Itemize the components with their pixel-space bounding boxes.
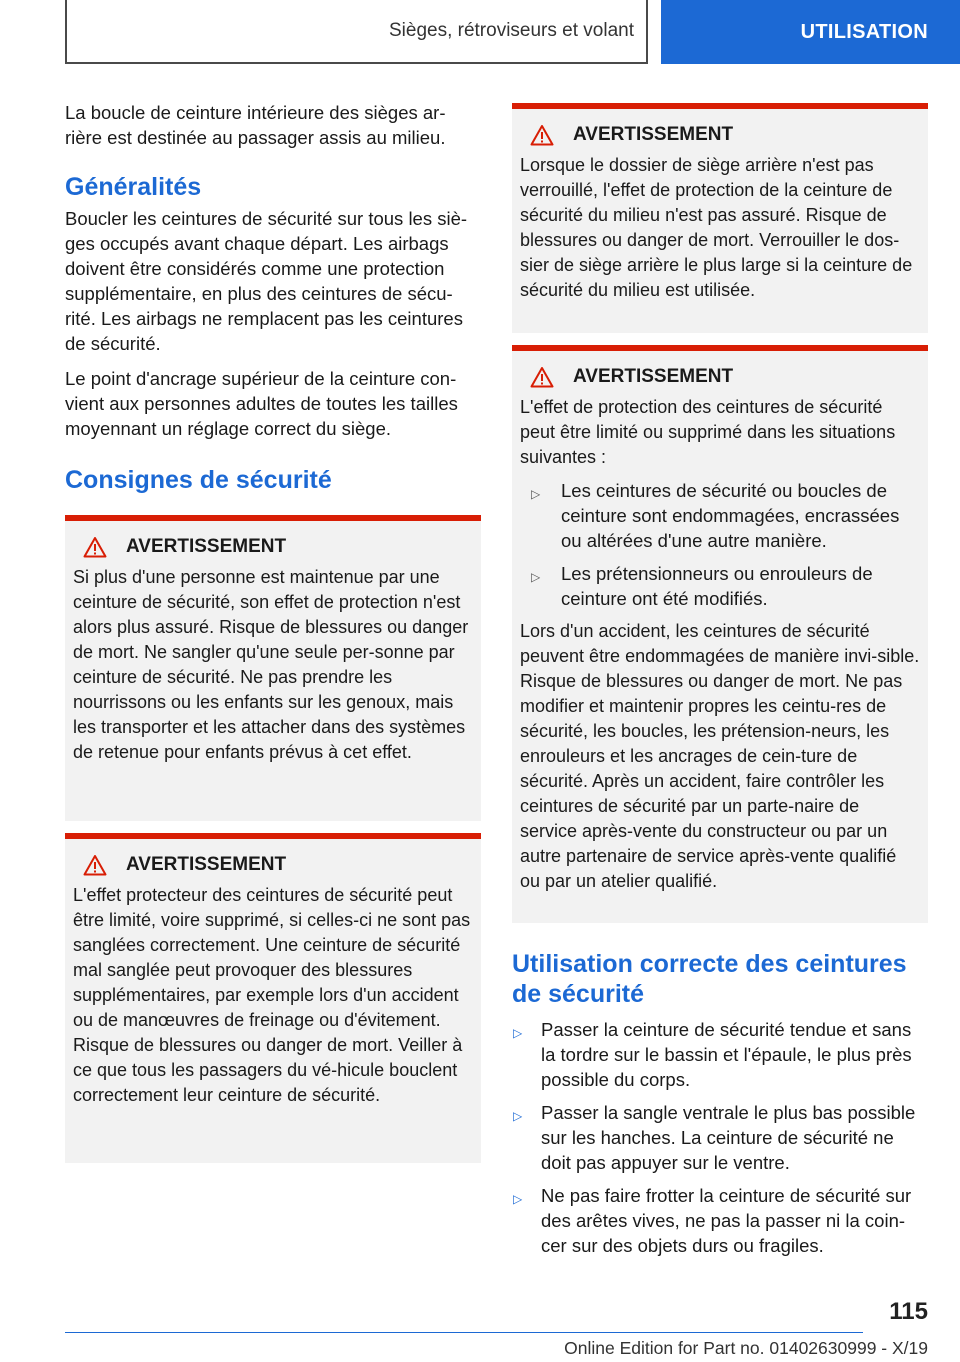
warning-title: AVERTISSEMENT [573,124,734,145]
warning-triangle-icon [83,536,107,558]
header-chapter [661,0,960,64]
warning-title: AVERTISSEMENT [126,854,287,875]
list-item: ▷ Passer la ceinture de sécurité tendue et sans la tordre sur le bassin et l'épaule, le plus près possible du corps. [513,1019,912,1090]
header-section [65,0,648,64]
utilisation-bullet-list [512,1017,928,1258]
footer-edition: Online Edition for Part no. 01402630999 - X/19 [564,1338,928,1358]
warning-intro: L'effet de protection des ceintures de sécurité peut être limité ou supprimé dans les situations suivantes : [520,397,896,467]
header-section-title: Sièges, rétroviseurs et volant [388,20,634,41]
warning-header [73,853,473,877]
warning-box-1 [65,515,481,821]
warning-box-4 [512,345,928,923]
triangle-right-icon: ▷ [531,487,541,501]
warning-title: AVERTISSEMENT [126,536,287,557]
warning-header [520,123,920,147]
warning-box-3 [512,103,928,333]
list-item: ▷ Les prétensionneurs ou enrouleurs de ceinture ont été modifiés. [531,563,873,609]
warning-triangle-icon [530,124,554,146]
triangle-right-icon: ▷ [513,1109,523,1123]
warning-box-2 [65,833,481,1163]
footer-divider [65,1332,863,1333]
generalites-paragraph-2: Le point d'ancrage supérieur de la ceinture con-vient aux personnes adultes de toutes les tailles moyennant un réglage correct du siège. [65,368,458,439]
list-item: ▷ Ne pas faire frotter la ceinture de sécurité sur des arêtes vives, ne pas la passer ni la coin-cer sur des objets durs ou fragiles. [513,1185,912,1256]
triangle-right-icon: ▷ [513,1026,523,1040]
section-title-generalites: Généralités [65,173,202,201]
header-chapter-title: UTILISATION [800,20,928,43]
warning-triangle-icon [530,366,554,388]
warning-triangle-icon [83,854,107,876]
warning-text: Lorsque le dossier de siège arrière n'est pas verrouillé, l'effet de protection de la ceinture de sécurité du milieu n'est pas assuré. Risque de blessures ou danger de mort. Verrouiller le dos-sier de siège arrière le plus large si la ceinture de sécurité du milieu est utilisée. [520,155,913,300]
triangle-right-icon: ▷ [531,570,541,584]
warning-header [520,365,920,389]
warning-title: AVERTISSEMENT [573,366,734,387]
intro-paragraph: La boucle de ceinture intérieure des sièges ar-rière est destinée au passager assis au milieu. [65,102,446,148]
left-column [65,100,481,1163]
list-item: ▷ Les ceintures de sécurité ou boucles de ceinture sont endommagées, encrassées ou altérées d'une autre manière. [531,480,900,551]
section-title-utilisation: Utilisation correcte des ceintures de sécurité [512,950,907,1008]
warning-bullet-list [520,478,920,611]
warning-text: Lors d'un accident, les ceintures de sécurité peuvent être endommagées de manière invi-sible. Risque de blessures ou danger de mort. Ne pas modifier et maintenir propres les ceintu-res de sécurité, les boucles, les prétension-neurs, les enrouleurs et les ancrages de cein-ture de sécurité. Après un accident, faire contrôler les ceintures de sécurité par un parte-naire de service après-vente du constructeur ou par un autre partenaire de service après-vente qualifié ou par un atelier qualifié. [520,621,920,891]
right-column [512,103,928,1266]
warning-header [73,535,473,559]
generalites-paragraph-1: Boucler les ceintures de sécurité sur tous les siè-ges occupés avant chaque départ. Les airbags doivent être considérés comme une protection supplémentaire, en plus des ceintures de sécu-rité. Les airbags ne remplacent pas les ceintures de sécurité. [65,208,468,354]
page-number: 115 [889,1298,928,1325]
list-item: ▷ Passer la sangle ventrale le plus bas possible sur les hanches. La ceinture de sécurité ne doit pas appuyer sur le ventre. [513,1102,916,1173]
warning-text: L'effet protecteur des ceintures de sécurité peut être limité, voire supprimé, si celles-ci ne sont pas sanglées correctement. Une ceinture de sécurité mal sanglée peut provoquer des blessures supplémentaires, par exemple lors d'un accident ou de manœuvres de freinage ou d'évitement. Risque de blessures ou danger de mort. Veiller à ce que tous les passagers du vé-hicule bouclent correctement leur ceinture de sécurité. [73,885,471,1105]
warning-text: Si plus d'une personne est maintenue par une ceinture de sécurité, son effet de protection n'est alors plus assuré. Risque de blessures ou danger de mort. Ne sangler qu'une seule per-sonne par ceinture de sécurité. Ne pas prendre les nourrissons ou les enfants sur les genoux, mais les transporter et les attacher dans des systèmes de retenue pour enfants prévus à cet effet. [73,567,469,762]
triangle-right-icon: ▷ [513,1192,523,1206]
section-title-consignes: Consignes de sécurité [65,466,332,494]
